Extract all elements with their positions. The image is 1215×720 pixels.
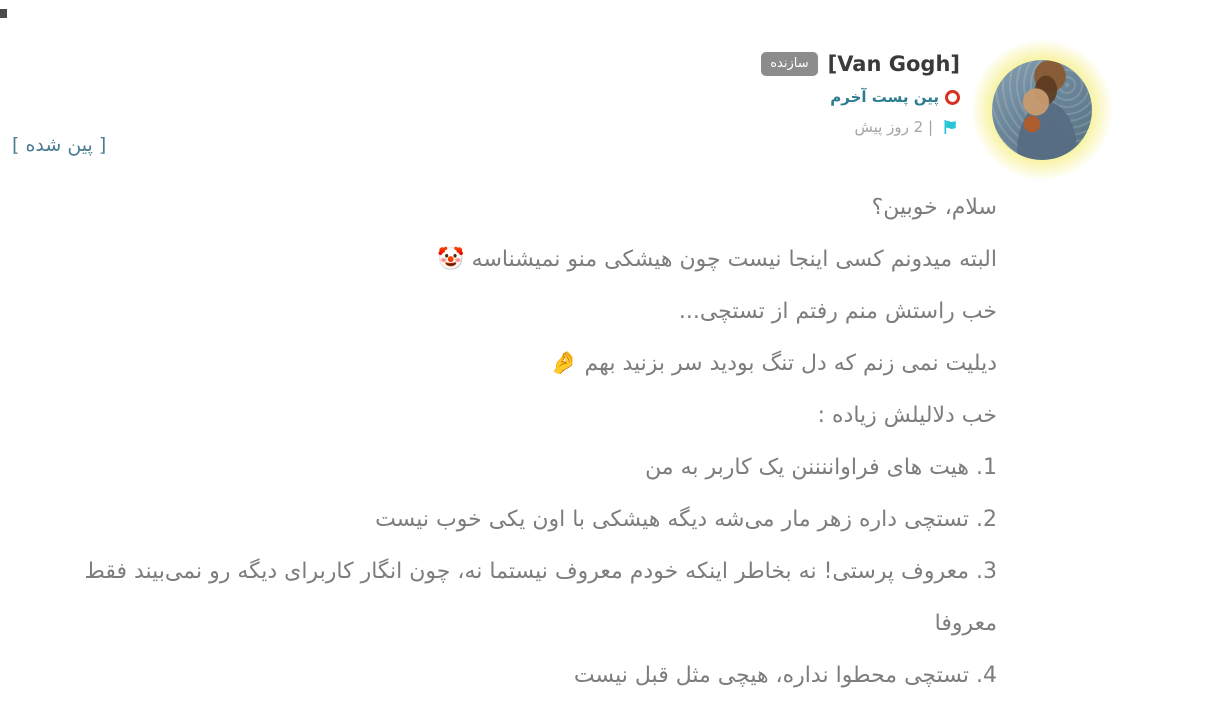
post-line: 3. معروف پرستی! نه بخاطر اینکه خودم معروف نیستما نه، چون انگار کاربرای دیگه رو نمی‌بیند فقط معروفا: [84, 559, 997, 636]
pinned-status-label: [ پین شده ]: [12, 134, 107, 156]
flag-icon[interactable]: [941, 118, 960, 136]
post-line: خب راستش منم رفتم از تستچی...: [678, 299, 997, 324]
creator-badge: سازنده: [761, 52, 817, 76]
timestamp: | 2 روز پیش: [854, 118, 933, 136]
post-body: [55, 182, 997, 702]
pin-last-post-label: پین پست آخرم: [830, 88, 939, 106]
post-line: خب دلالیلش زیاده :: [817, 403, 997, 428]
author-row: [761, 52, 960, 76]
post-line: دیلیت نمی زنم که دل تنگ بودید سر بزنید بهم 🤌: [550, 351, 997, 376]
corner-artifact: [0, 9, 7, 18]
author-name[interactable]: [Van Gogh]: [827, 52, 960, 76]
post-line: 1. هیت های فراواننننن یک کاربر به من: [645, 455, 997, 480]
time-row: [855, 118, 960, 136]
hollow-red-circle-icon: [945, 90, 960, 105]
avatar-glow: [972, 40, 1112, 180]
pin-last-post-link[interactable]: [830, 88, 960, 106]
post-line: البته میدونم کسی اینجا نیست چون هیشکی منو نمیشناسه 🤡: [437, 247, 997, 272]
avatar[interactable]: [992, 60, 1092, 160]
post-header: [761, 52, 960, 136]
post-line: 2. تستچی داره زهر مار می‌شه دیگه هیشکی با اون یکی خوب نیست: [375, 507, 997, 532]
post-line: 4. تستچی محطوا نداره، هیچی مثل قبل نیست: [573, 663, 997, 688]
post-line: سلام، خوبین؟: [871, 195, 997, 220]
